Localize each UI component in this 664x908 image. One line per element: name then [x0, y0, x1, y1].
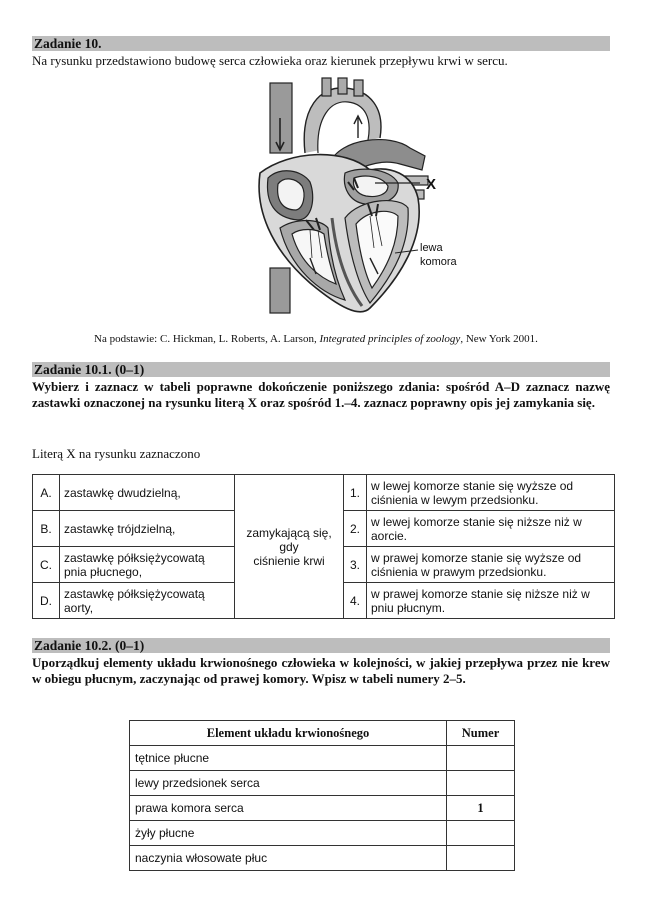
table-row: [130, 746, 515, 771]
option-c-text[interactable]: zastawkę półksiężycowatą pnia płucnego,: [60, 547, 235, 583]
task10-1-lead: Literą X na rysunku zaznaczono: [32, 446, 201, 461]
element-cell: żyły płucne: [130, 821, 447, 846]
option-2-number[interactable]: 2.: [344, 511, 367, 547]
element-cell: prawa komora serca: [130, 796, 447, 821]
task10-2-instruction: Uporządkuj elementy układu krwionośnego człowieka w kolejności, w jakiej przepływa przez nie krew w obiegu płucnym, zaczynając od prawej komory. Wpisz w tabeli numery 2–5.: [32, 655, 610, 686]
option-2-text[interactable]: w lewej komorze stanie się niższe niż w aorcie.: [367, 511, 615, 547]
option-3-number[interactable]: 3.: [344, 547, 367, 583]
number-input-cell[interactable]: [447, 846, 515, 871]
option-4-number[interactable]: 4.: [344, 583, 367, 619]
option-b-letter[interactable]: B.: [33, 511, 60, 547]
label-lewa: lewa: [420, 242, 443, 254]
table-row: [130, 821, 515, 846]
number-input-cell[interactable]: [447, 771, 515, 796]
column-header-element: Element układu krwionośnego: [130, 721, 447, 746]
order-table-10-2: [129, 720, 515, 871]
task10-1-instruction: Wybierz i zaznacz w tabeli poprawne dokończenie poniższego zdania: spośród A–D zaznacz nazwę zastawki oznaczonej na rysunku literą X oraz spośród 1.–4. zaznacz poprawny opis jej zamykania się.: [32, 379, 610, 410]
table-row: [33, 475, 615, 511]
option-4-text[interactable]: w prawej komorze stanie się niższe niż w pniu płucnym.: [367, 583, 615, 619]
option-1-text[interactable]: w lewej komorze stanie się wyższe od ciśnienia w lewym przedsionku.: [367, 475, 615, 511]
option-a-letter[interactable]: A.: [33, 475, 60, 511]
table-header-row: [130, 721, 515, 746]
option-b-text[interactable]: zastawkę trójdzielną,: [60, 511, 235, 547]
option-c-letter[interactable]: C.: [33, 547, 60, 583]
task10-2-title: Zadanie 10.2. (0–1): [32, 638, 610, 653]
middle-line-2: gdy: [279, 539, 299, 554]
figure-caption: [94, 333, 538, 345]
option-d-letter[interactable]: D.: [33, 583, 60, 619]
label-komora: komora: [420, 256, 457, 268]
table-row: [130, 796, 515, 821]
option-3-text[interactable]: w prawej komorze stanie się wyższe od ciśnienia w prawym przedsionku.: [367, 547, 615, 583]
sentence-middle: [235, 475, 344, 619]
heart-illustration-icon: [259, 78, 428, 313]
caption-suffix: , New York 2001.: [460, 333, 538, 345]
option-a-text[interactable]: zastawkę dwudzielną,: [60, 475, 235, 511]
middle-line-1: zamykającą się,: [246, 525, 332, 540]
label-x: X: [426, 176, 437, 193]
task10-1-title: Zadanie 10.1. (0–1): [32, 362, 610, 377]
table-row: [130, 771, 515, 796]
column-header-number: Numer: [447, 721, 515, 746]
number-cell: 1: [447, 796, 515, 821]
middle-line-3: ciśnienie krwi: [253, 553, 325, 568]
element-cell: lewy przedsionek serca: [130, 771, 447, 796]
task10-intro: Na rysunku przedstawiono budowę serca człowieka oraz kierunek przepływu krwi w sercu.: [32, 53, 508, 68]
table-row: [130, 846, 515, 871]
answer-table-10-1: [32, 474, 615, 619]
number-input-cell[interactable]: [447, 821, 515, 846]
heart-diagram: [250, 78, 457, 323]
caption-title: Integrated principles of zoology: [319, 333, 461, 345]
option-d-text[interactable]: zastawkę półksiężycowatą aorty,: [60, 583, 235, 619]
caption-prefix: Na podstawie: C. Hickman, L. Roberts, A. Larson,: [94, 333, 320, 345]
task10-title: Zadanie 10.: [32, 36, 610, 51]
number-input-cell[interactable]: [447, 746, 515, 771]
element-cell: naczynia włosowate płuc: [130, 846, 447, 871]
element-cell: tętnice płucne: [130, 746, 447, 771]
option-1-number[interactable]: 1.: [344, 475, 367, 511]
